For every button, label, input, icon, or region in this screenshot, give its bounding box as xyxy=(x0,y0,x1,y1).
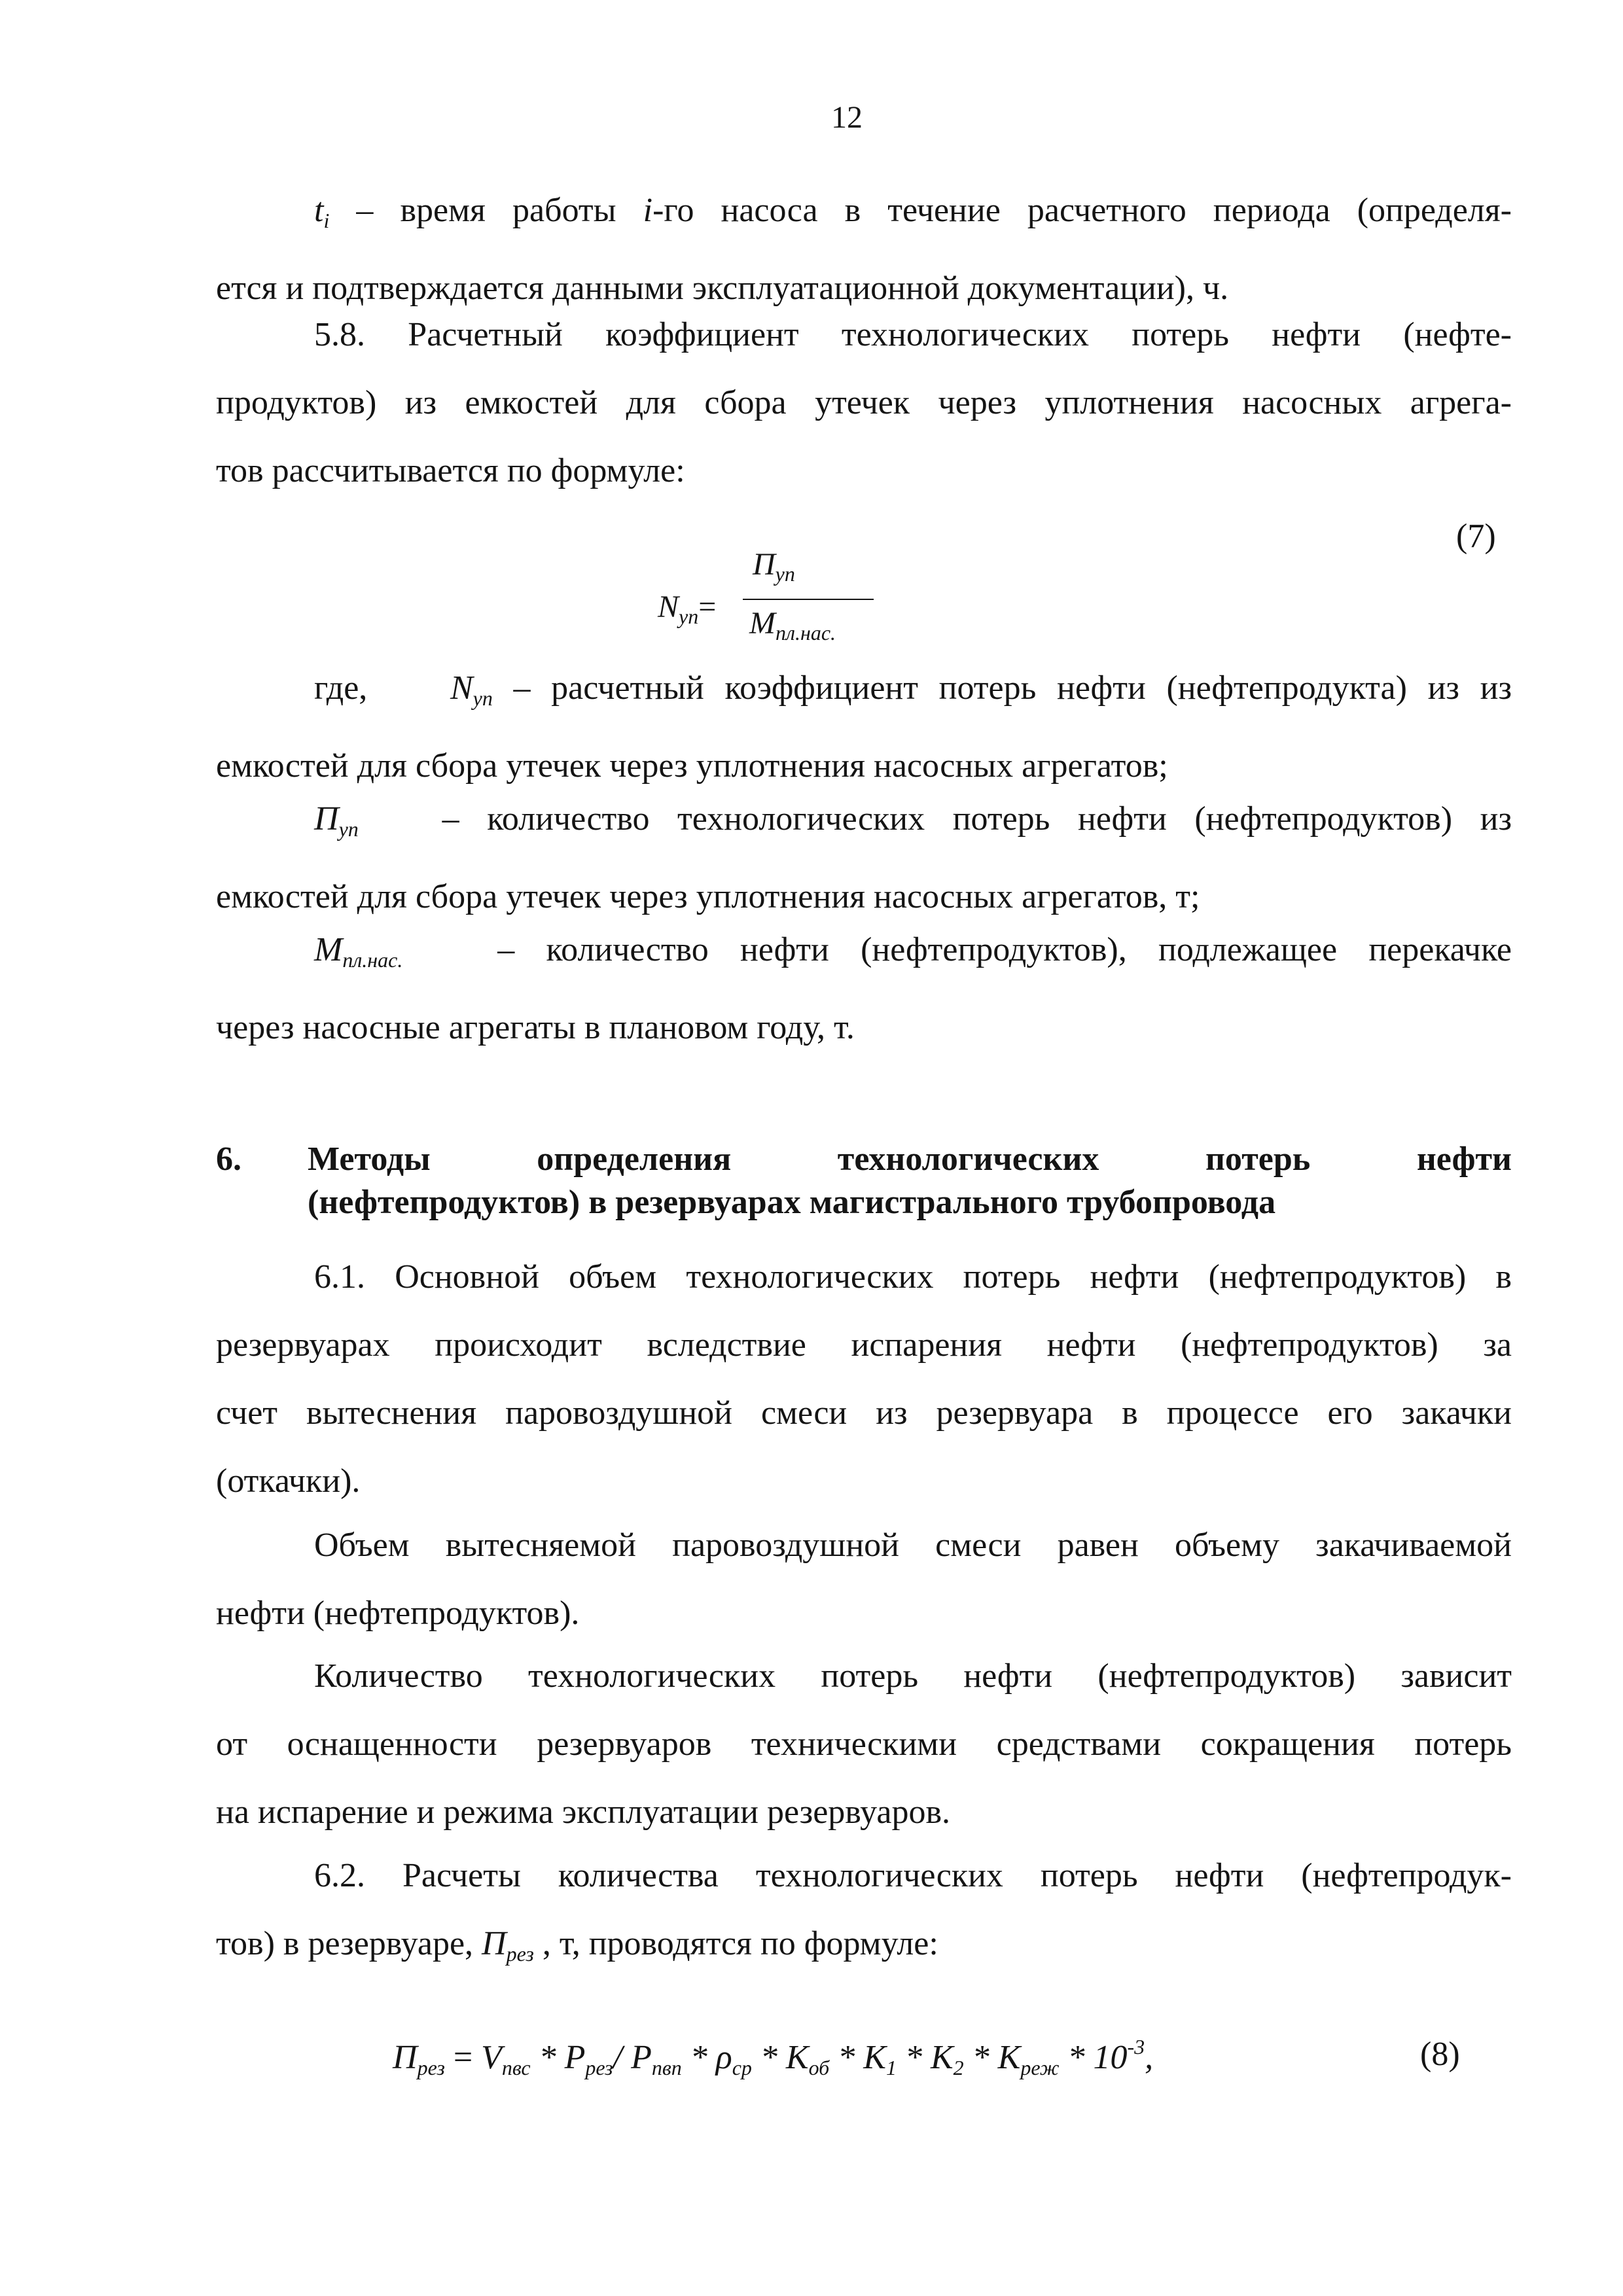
text: -го насоса в течение расчетного периода (определя- xyxy=(652,192,1512,229)
symbol: i xyxy=(643,192,653,229)
paragraph-5-8 xyxy=(216,301,1512,505)
symbol: П xyxy=(393,2039,418,2076)
subscript: рез xyxy=(585,2056,613,2079)
text-line: счет вытеснения паровоздушной смеси из резервуара в процессе его закачки xyxy=(216,1394,1512,1432)
operator: * xyxy=(1059,2039,1094,2076)
subscript: реж xyxy=(1020,2056,1060,2079)
subscript: пвп xyxy=(651,2056,682,2079)
text-line: тов рассчитывается по формуле: xyxy=(216,452,685,489)
text-line: продуктов) из емкостей для сбора утечек через уплотнения насосных агрега- xyxy=(216,384,1512,421)
text-line: 5.8. Расчетный коэффициент технологических потерь нефти (нефте- xyxy=(314,316,1512,353)
text-line xyxy=(216,785,1512,863)
operator: * xyxy=(963,2039,998,2076)
equation-number-7: (7) xyxy=(1456,518,1496,555)
text-line xyxy=(216,1910,1512,1988)
superscript: -3 xyxy=(1127,2035,1145,2058)
symbol-group xyxy=(314,931,403,972)
symbol: K xyxy=(863,2039,886,2076)
paragraph-volume xyxy=(216,1511,1512,1648)
subscript: 2 xyxy=(953,2056,964,2079)
text-line xyxy=(216,654,1512,732)
section-heading-line2: (нефтепродуктов) в резервуарах магистрального трубопровода xyxy=(308,1184,1276,1221)
text: тов) в резервуаре, xyxy=(216,1925,482,1962)
section-number: 6. xyxy=(216,1140,241,1178)
symbol: П xyxy=(482,1925,507,1962)
definition-p-up xyxy=(216,785,1512,931)
subscript: рез xyxy=(506,1942,534,1966)
symbol: t xyxy=(314,192,324,229)
subscript: рез xyxy=(417,2056,445,2079)
text: – количество технологических потерь нефти (нефтепродуктов) из xyxy=(442,800,1512,838)
symbol: K xyxy=(930,2039,954,2076)
heading-line: Методы определения технологических потерь нефти xyxy=(308,1140,1512,1178)
subscript: ср xyxy=(732,2056,752,2079)
symbol: П xyxy=(314,800,339,838)
symbol: K xyxy=(785,2039,809,2076)
text-line: емкостей для сбора утечек через уплотнения насосных агрегатов, т; xyxy=(216,878,1200,915)
formula-denominator xyxy=(749,605,836,645)
text-line: через насосные агрегаты в плановом году, т. xyxy=(216,1009,855,1046)
symbol: P xyxy=(631,2039,652,2076)
paragraph-6-2 xyxy=(216,1842,1512,1988)
text: – количество нефти (нефтепродуктов), подлежащее перекачке xyxy=(497,931,1512,968)
text-line: ется и подтверждается данными эксплуатационной документации), ч. xyxy=(216,270,1229,307)
symbol: ρ xyxy=(715,2039,732,2076)
where-label: где, xyxy=(314,669,368,707)
paragraph-quantity xyxy=(216,1642,1512,1846)
text-line: 6.1. Основной объем технологических потерь нефти (нефтепродуктов) в xyxy=(314,1258,1512,1296)
symbol: М xyxy=(749,606,776,641)
subscript: пл.нас. xyxy=(775,621,836,645)
text-line: на испарение и режима эксплуатации резервуаров. xyxy=(216,1793,951,1831)
text-line: нефти (нефтепродуктов). xyxy=(216,1595,580,1632)
symbol: N xyxy=(450,669,473,707)
subscript: уп xyxy=(473,686,493,710)
subscript: уп xyxy=(775,562,795,586)
formula-numerator xyxy=(753,546,795,586)
page-number: 12 xyxy=(831,100,863,135)
operator: * xyxy=(896,2039,931,2076)
fraction-bar xyxy=(743,599,874,600)
operator: = xyxy=(444,2039,482,2076)
symbol: V xyxy=(481,2039,502,2076)
text-line: от оснащенности резервуаров техническими средствами сокращения потерь xyxy=(216,1725,1512,1763)
operator: * xyxy=(829,2039,864,2076)
formula-7 xyxy=(628,537,877,645)
text-line: 6.2. Расчеты количества технологических потерь нефти (нефтепродук- xyxy=(314,1857,1512,1894)
text-line: Количество технологических потерь нефти (нефтепродуктов) зависит xyxy=(314,1657,1512,1695)
text-line: Объем вытесняемой паровоздушной смеси равен объему закачиваемой xyxy=(314,1527,1512,1564)
definition-n-up xyxy=(216,654,1512,800)
section-heading xyxy=(308,1139,1512,1180)
symbol-group xyxy=(314,800,359,841)
punctuation: , xyxy=(1145,2039,1154,2076)
subscript: 1 xyxy=(885,2056,897,2079)
subscript: об xyxy=(808,2056,830,2079)
symbol: K xyxy=(997,2039,1021,2076)
operator: * xyxy=(681,2039,716,2076)
subscript: пвс xyxy=(501,2056,531,2079)
text-line: емкостей для сбора утечек через уплотнения насосных агрегатов; xyxy=(216,747,1168,785)
operator: * xyxy=(751,2039,786,2076)
equals-sign: = xyxy=(698,590,717,624)
subscript: пл.нас. xyxy=(342,948,403,972)
formula-lhs xyxy=(658,589,716,629)
text-line: резервуарах происходит вследствие испарения нефти (нефтепродуктов) за xyxy=(216,1326,1512,1364)
text: – расчетный коэффициент потерь нефти (нефтепродукта) из из xyxy=(492,669,1512,707)
text: – время работы xyxy=(329,192,643,229)
subscript: уп xyxy=(338,817,359,841)
paragraph-6-1 xyxy=(216,1243,1512,1515)
subscript: уп xyxy=(679,605,699,628)
operator: / xyxy=(613,2039,632,2076)
symbol: 10 xyxy=(1093,2039,1128,2076)
symbol: М xyxy=(314,931,343,968)
text-line xyxy=(216,177,1512,255)
symbol: П xyxy=(753,547,776,582)
operator: * xyxy=(530,2039,565,2076)
subscript: i xyxy=(323,209,330,232)
symbol: P xyxy=(564,2039,586,2076)
text: , т, проводятся по формуле: xyxy=(533,1925,938,1962)
equation-number-8: (8) xyxy=(1420,2036,1460,2073)
symbol: N xyxy=(658,590,679,624)
definition-m-pl-nas xyxy=(216,916,1512,1062)
text-line xyxy=(216,916,1512,994)
text-line: (откачки). xyxy=(216,1462,361,1500)
formula-8 xyxy=(393,2035,1153,2080)
